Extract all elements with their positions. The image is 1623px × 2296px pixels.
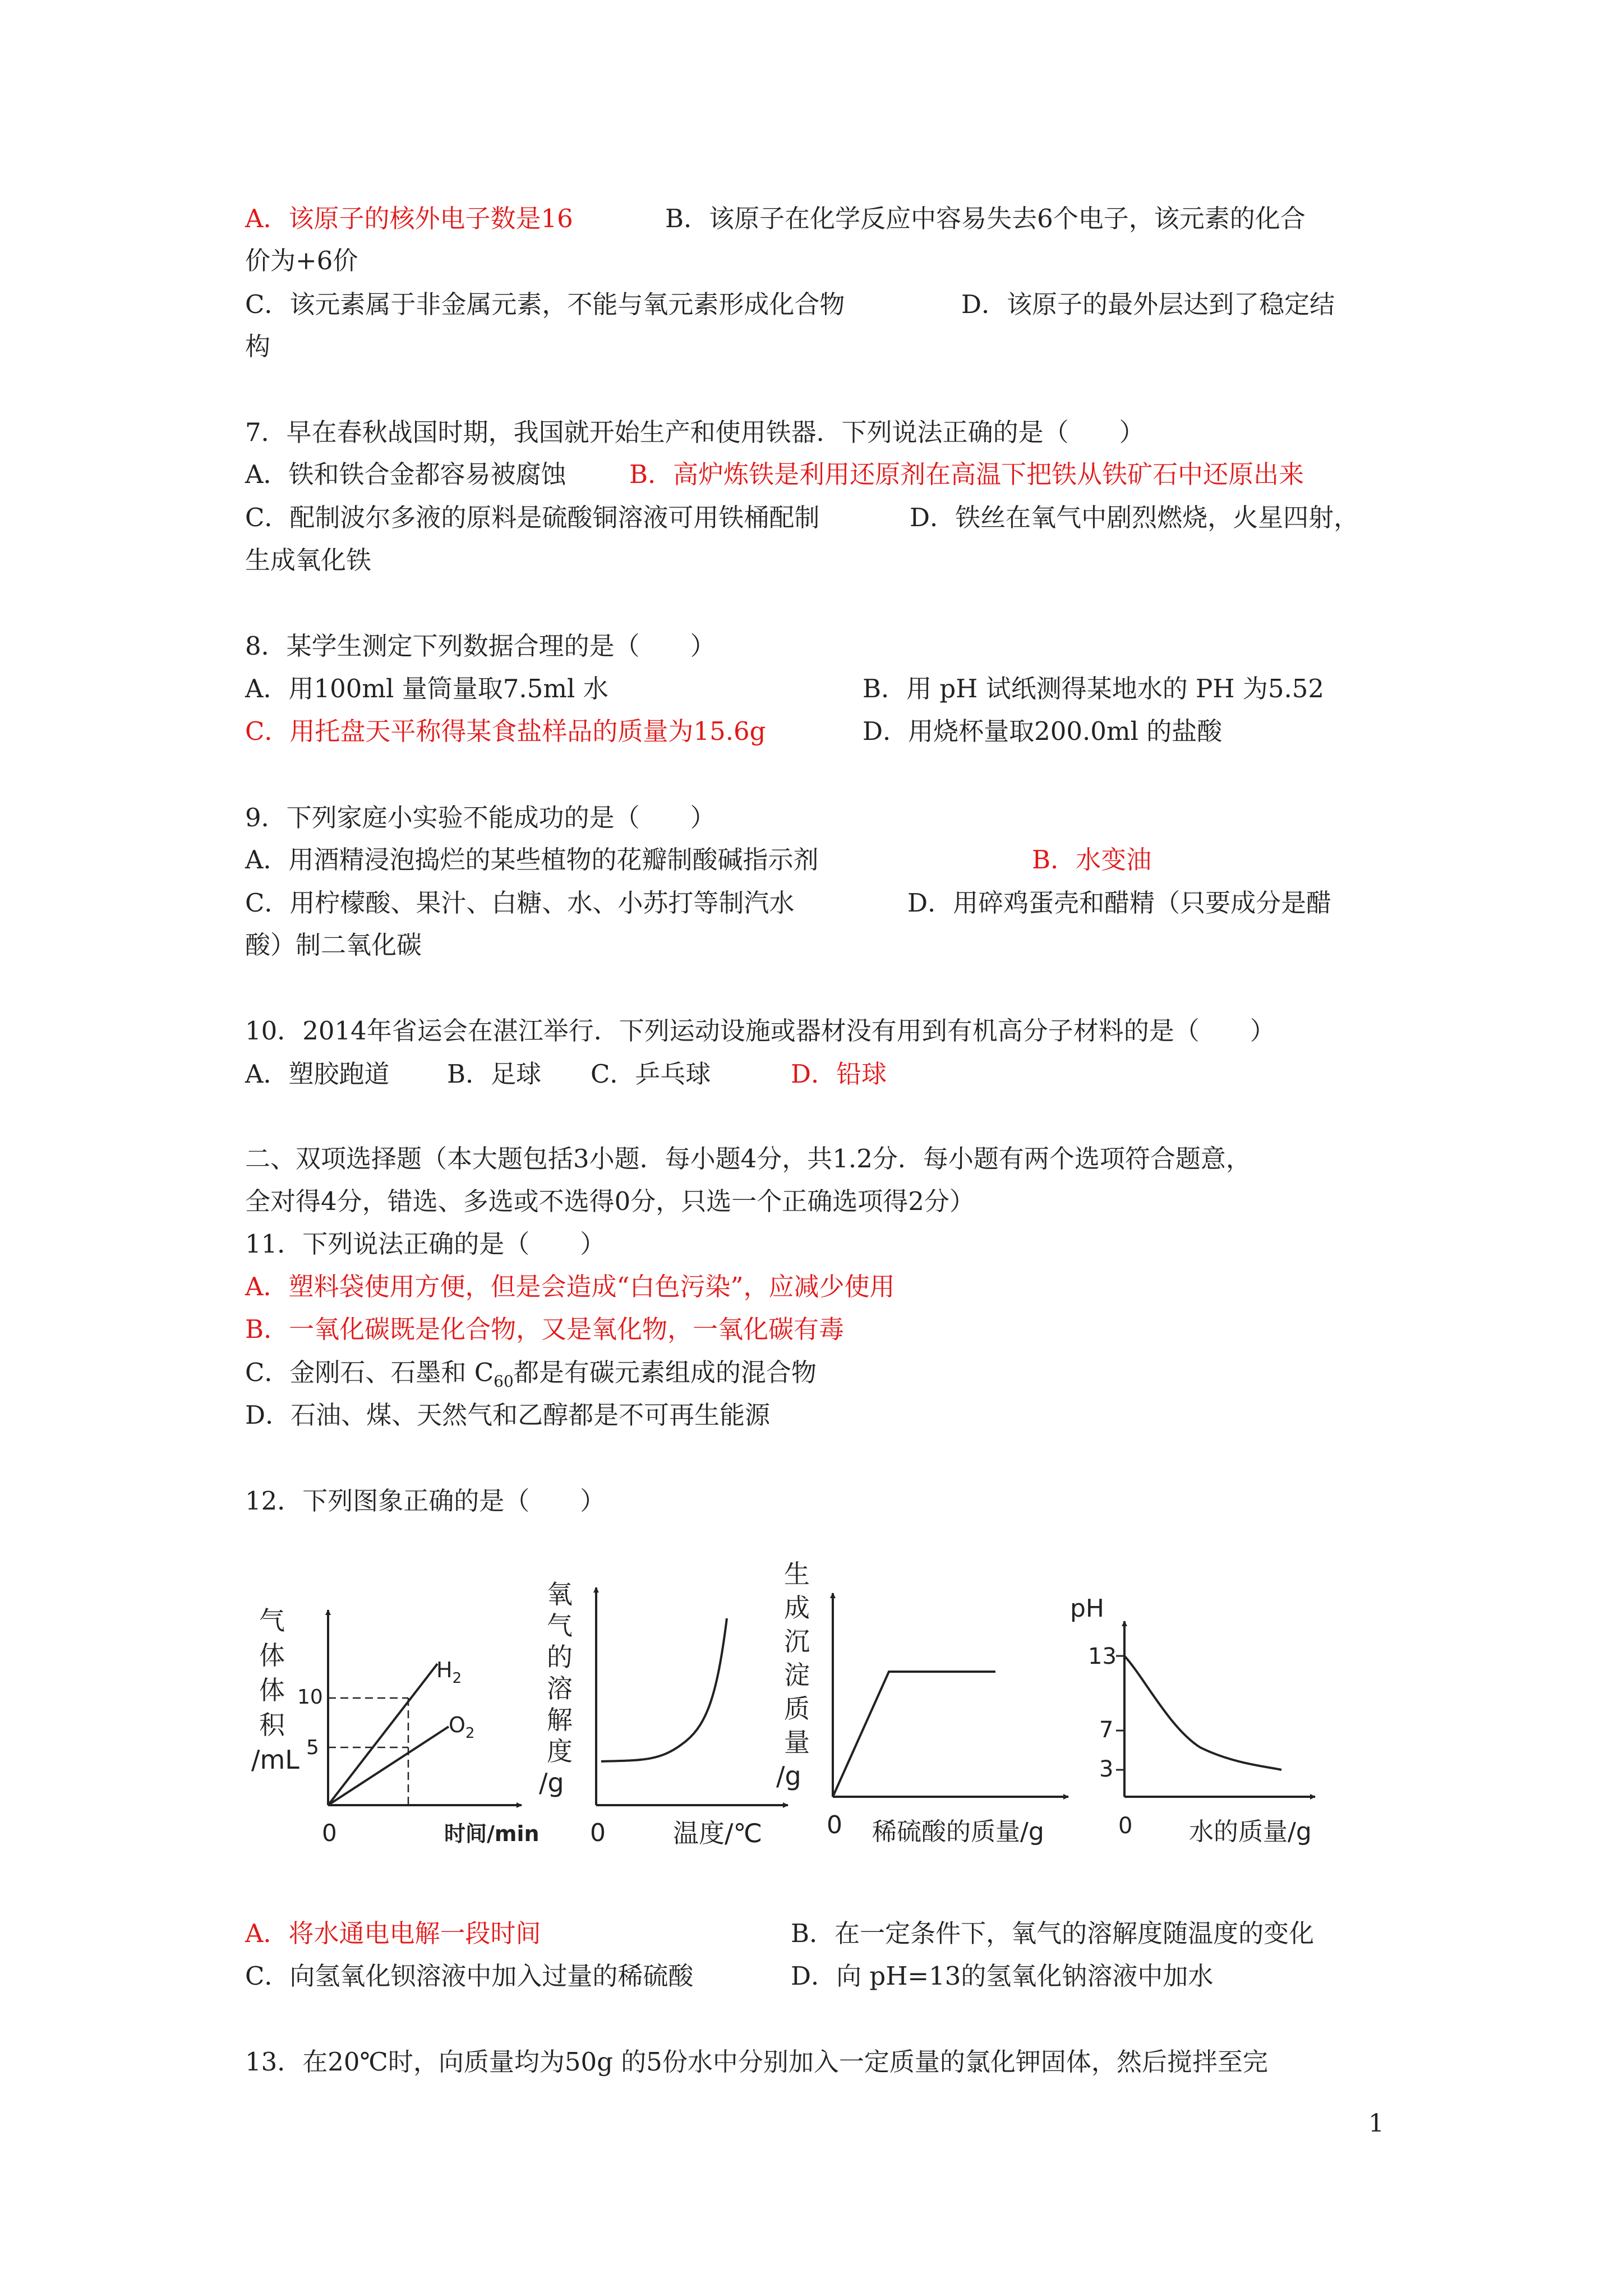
q6-option-d-cont: 构: [245, 332, 271, 361]
q8-option-c: C．用托盘天平称得某食盐样品的质量为15.6g: [245, 716, 766, 746]
q11-option-b: B．一氧化碳既是化合物，又是氧化物，一氧化碳有毒: [245, 1314, 845, 1344]
g4-xlabel: 水的质量/g: [1189, 1818, 1312, 1846]
g1-o2-line: [328, 1727, 449, 1805]
g3-origin: 0: [827, 1811, 842, 1839]
q12-option-a: A．将水通电电解一段时间: [245, 1918, 541, 1948]
g4-ylabel: pH: [1070, 1594, 1105, 1623]
q12-option-b: B．在一定条件下，氧气的溶解度随温度的变化: [791, 1918, 1315, 1948]
q8-option-d: D．用烧杯量取200.0ml 的盐酸: [863, 716, 1223, 746]
g1-origin: 0: [322, 1819, 337, 1847]
q6-option-d: D．该原子的最外层达到了稳定结: [961, 289, 1335, 319]
q12-stem: 12．下列图象正确的是（ ）: [245, 1486, 606, 1516]
q9-option-c: C．用柠檬酸、果汁、白糖、水、小苏打等制汽水: [245, 888, 795, 918]
q9-option-b: B．水变油: [1032, 845, 1152, 875]
g4-curve: [1124, 1656, 1281, 1770]
q6-option-b-cont: 价为+6价: [245, 246, 358, 275]
g3-ylabel-char: 生: [784, 1559, 810, 1589]
q11-option-c-pre: C．金刚石、石墨和 C: [245, 1358, 494, 1387]
g3-xlabel: 稀硫酸的质量/g: [872, 1818, 1044, 1846]
q7-option-b: B．高炉炼铁是利用还原剂在高温下把铁从铁矿石中还原出来: [629, 459, 1304, 489]
graph-electrolysis: [251, 1605, 540, 1847]
g3-ylabel-char: 质: [784, 1694, 810, 1724]
g1-h2-line: [328, 1664, 437, 1805]
g2-curve: [601, 1618, 727, 1761]
g3-ylabel-char: 成: [784, 1593, 810, 1623]
g4-tick-3: 3: [1099, 1756, 1114, 1782]
q9-option-a: A．用酒精浸泡捣烂的某些植物的花瓣制酸碱指示剂: [245, 845, 819, 875]
g2-ylabel-char: 氧: [547, 1579, 573, 1609]
g1-o2-label: $O_2$: [449, 1713, 475, 1742]
g1-h2-label: $H_2$: [436, 1658, 462, 1687]
graph-oxygen-solubility: [539, 1579, 788, 1848]
q13-stem: 13．在20℃时，向质量均为50g 的5份水中分别加入一定质量的氯化钾固体，然后搅拌至完: [245, 2047, 1268, 2077]
q7-option-a: A．铁和铁合金都容易被腐蚀: [245, 459, 566, 489]
q6-option-c: C．该元素属于非金属元素，不能与氧元素形成化合物: [245, 289, 845, 319]
g2-ylabel-char: 解: [547, 1705, 573, 1735]
q11-option-c-post: 都是有碳元素组成的混合物: [513, 1358, 817, 1387]
q7-option-d-cont: 生成氧化铁: [245, 545, 372, 575]
g2-ylabel-char: 的: [547, 1642, 573, 1672]
g2-ylabel-char: 度: [547, 1736, 573, 1766]
q10-option-b: B．足球: [447, 1059, 542, 1089]
q6-option-b: B．该原子在化学反应中容易失去6个电子，该元素的化合: [665, 204, 1306, 233]
q10-option-d: D．铅球: [791, 1059, 887, 1089]
q10-option-c: C．乒乓球: [591, 1059, 711, 1089]
g2-xlabel: 温度/℃: [673, 1818, 763, 1848]
g1-ylabel-char: 积: [259, 1710, 285, 1740]
g1-ylabel-char: 体: [259, 1640, 285, 1671]
q10-stem: 10．2014年省运会在湛江举行．下列运动设施或器材没有用到有机高分子材料的是（ ）: [245, 1016, 1275, 1046]
q12-option-d: D．向 pH=13的氢氧化钠溶液中加水: [791, 1961, 1214, 1991]
g3-ylabel-char: /g: [776, 1761, 801, 1791]
g4-tick-7: 7: [1099, 1717, 1114, 1743]
g3-ylabel-char: 淀: [784, 1660, 810, 1690]
g1-xlabel: 时间/min: [444, 1821, 540, 1846]
graph-ph-dilution: [1070, 1594, 1315, 1846]
q11-option-a: A．塑料袋使用方便，但是会造成“白色污染”，应减少使用: [245, 1272, 895, 1301]
g1-ylabel-char: /mL: [251, 1745, 299, 1775]
q12-option-c: C．向氢氧化钡溶液中加入过量的稀硫酸: [245, 1961, 694, 1991]
g3-curve: [833, 1672, 995, 1797]
q9-stem: 9．下列家庭小实验不能成功的是（ ）: [245, 803, 716, 832]
q8-stem: 8．某学生测定下列数据合理的是（ ）: [245, 631, 716, 661]
q11-option-d: D．石油、煤、天然气和乙醇都是不可再生能源: [245, 1400, 771, 1430]
page-number: 1: [1368, 2109, 1384, 2138]
section2-line2: 全对得4分，错选、多选或不选得0分，只选一个正确选项得2分）: [245, 1186, 975, 1216]
graph-precipitate: [776, 1559, 1068, 1846]
q11-option-c-sub: 60: [494, 1372, 514, 1391]
g3-ylabel-char: 量: [784, 1727, 810, 1757]
g3-ylabel-char: 沉: [784, 1626, 810, 1657]
g1-ylabel-char: 体: [259, 1675, 285, 1705]
g1-ylabel-char: 气: [259, 1605, 285, 1636]
q9-option-d: D．用碎鸡蛋壳和醋精（只要成分是醋: [907, 888, 1332, 918]
q9-option-d-cont: 酸）制二氧化碳: [245, 930, 422, 960]
q7-option-d: D．铁丝在氧气中剧烈燃烧，火星四射，: [910, 503, 1359, 532]
g4-origin: 0: [1118, 1813, 1133, 1839]
g1-tick-5: 5: [306, 1736, 319, 1759]
q8-option-a: A．用100ml 量筒量取7.5ml 水: [245, 674, 608, 703]
q10-option-a: A．塑胶跑道: [245, 1059, 390, 1089]
g2-ylabel-char: 气: [547, 1611, 573, 1641]
q7-option-c: C．配制波尔多液的原料是硫酸铜溶液可用铁桶配制: [245, 503, 820, 532]
q7-stem: 7．早在春秋战国时期，我国就开始生产和使用铁器．下列说法正确的是（ ）: [245, 417, 1145, 447]
g2-ylabel-char: /g: [539, 1768, 564, 1798]
g2-origin: 0: [590, 1819, 606, 1847]
q6-option-a: A．该原子的核外电子数是16: [245, 204, 573, 233]
q11-stem: 11．下列说法正确的是（ ）: [245, 1229, 606, 1259]
g4-tick-13: 13: [1088, 1644, 1117, 1669]
section2-line1: 二、双项选择题（本大题包括3小题．每小题4分，共1.2分．每小题有两个选项符合题意，: [245, 1144, 1251, 1174]
g1-tick-10: 10: [297, 1686, 323, 1709]
q8-option-b: B．用 pH 试纸测得某地水的 PH 为5.52: [863, 674, 1325, 703]
g2-ylabel-char: 溶: [547, 1673, 573, 1704]
